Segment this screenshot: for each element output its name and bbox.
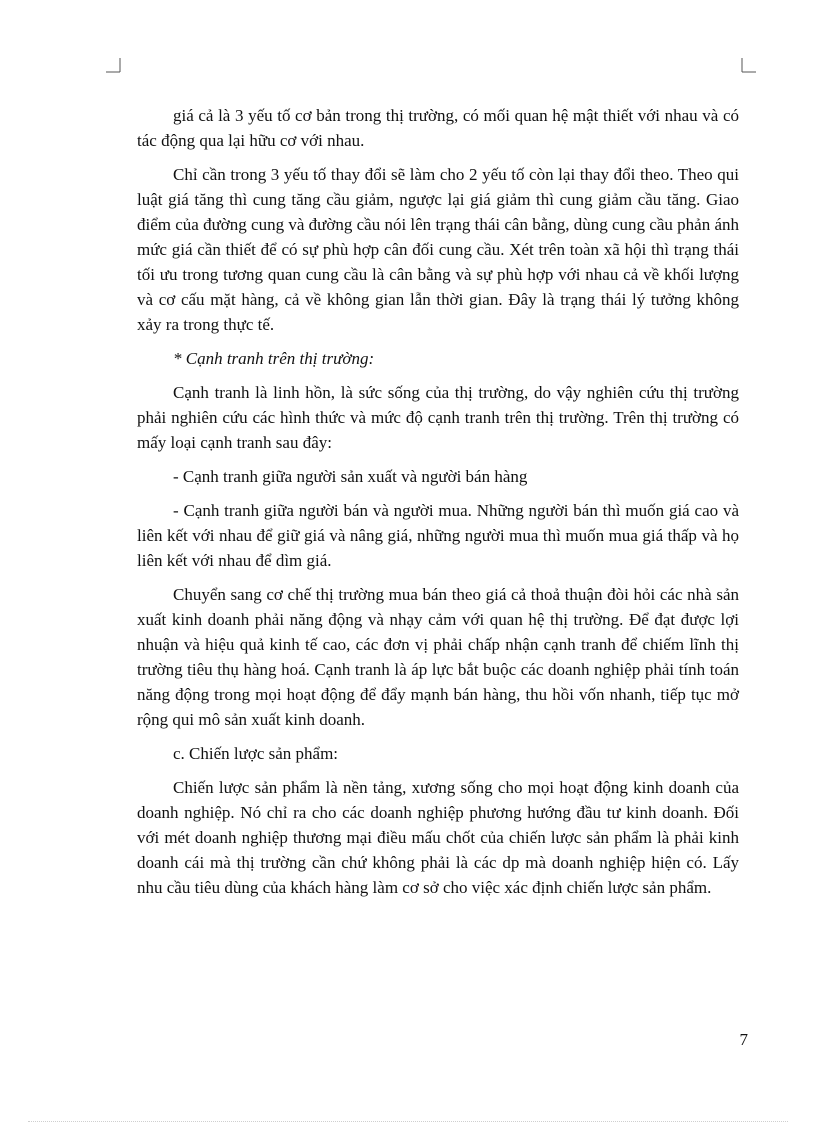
- footer-divider: [28, 1121, 788, 1122]
- paragraph-supply-demand-balance: Chỉ cần trong 3 yếu tố thay đổi sẽ làm cho 2 yếu tố còn lại thay đổi theo. Theo qui luật giá tăng thì cung tăng cầu giảm, ngược lại giá giảm thì cung giảm cầu tăng. Giao điểm của đường cung và đường cầu nói lên trạng thái cân bằng, dùng cung cầu phản ánh mức giá cần thiết để có sự phù hợp cân đối cung cầu. Xét trên toàn xã hội thì trạng thái tối ưu trong tương quan cung cầu là cân bằng và sự phù hợp với nhau cả về khối lượng và cơ cấu mặt hàng, cả về không gian lẫn thời gian. Đây là trạng thái lý tưởng không xảy ra trong thực tế.: [137, 165, 739, 334]
- heading-product-strategy: c. Chiến lược sản phẩm:: [173, 744, 339, 763]
- paragraph-product-strategy: Chiến lược sản phẩm là nền tảng, xương sống cho mọi hoạt động kinh doanh của doanh nghiệp. Nó chỉ ra cho các doanh nghiệp phương hướng đầu tư kinh doanh. Đối với mét doanh nghiệp thương mại điều mấu chốt của chiến lược sản phẩm là phải kinh doanh cái mà thị trường cần chứ không phải là các dp mà doanh nghiệp hiện có. Lấy nhu cầu tiêu dùng của khách hàng làm cơ sở cho việc xác định chiến lược sản phẩm.: [137, 778, 739, 897]
- list-item-seller-buyer: - Cạnh tranh giữa người bán và người mua. Những người bán thì muốn giá cao và liên kết với nhau để giữ giá và nâng giá, những người mua thì muốn mua giá thấp và họ liên kết với nhau để dìm giá.: [137, 501, 739, 570]
- paragraph-price-supply-demand: giá cả là 3 yếu tố cơ bản trong thị trường, có mối quan hệ mật thiết với nhau và có tác động qua lại hữu cơ với nhau.: [137, 106, 739, 150]
- body-text: [137, 103, 739, 909]
- paragraph-competition-intro: Cạnh tranh là linh hồn, là sức sống của thị trường, do vậy nghiên cứu thị trường phải nghiên cứu các hình thức và mức độ cạnh tranh trên thị trường. Trên thị trường có mấy loại cạnh tranh sau đây:: [137, 383, 739, 452]
- list-item-producer-seller: - Cạnh tranh giữa người sản xuất và người bán hàng: [173, 467, 528, 486]
- heading-market-competition: * Cạnh tranh trên thị trường:: [173, 349, 375, 368]
- paragraph-market-mechanism: Chuyển sang cơ chế thị trường mua bán theo giá cả thoả thuận đòi hỏi các nhà sản xuất kinh doanh phải năng động và nhạy cảm với quan hệ thị trường. Để đạt được lợi nhuận và hiệu quả kinh tế cao, các đơn vị phải chấp nhận cạnh tranh để chiếm lĩnh thị trường tiêu thụ hàng hoá. Cạnh tranh là áp lực bắt buộc các doanh nghiệp phải tính toán năng động trong mọi hoạt động để đẩy mạnh bán hàng, thu hồi vốn nhanh, tiếp tục mở rộng qui mô sản xuất kinh doanh.: [137, 585, 739, 729]
- page-number: 7: [739, 1030, 748, 1049]
